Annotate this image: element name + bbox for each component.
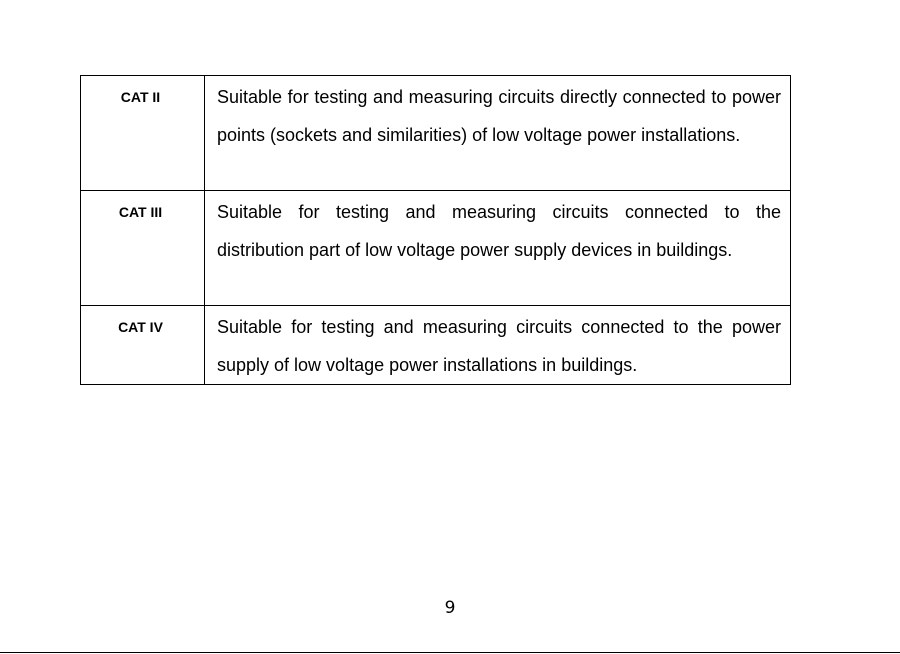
category-description: Suitable for testing and measuring circuits connected to the distribution part of low voltage power supply devices in buildings. xyxy=(205,191,791,306)
page-number: 9 xyxy=(444,598,456,618)
category-label: CAT II xyxy=(81,76,205,191)
measurement-category-table xyxy=(80,75,791,385)
table-row xyxy=(81,306,791,385)
category-description: Suitable for testing and measuring circuits directly connected to power points (sockets and similarities) of low voltage power installations. xyxy=(205,76,791,191)
bottom-divider xyxy=(0,652,900,653)
table-row xyxy=(81,76,791,191)
category-label: CAT III xyxy=(81,191,205,306)
category-label: CAT IV xyxy=(81,306,205,385)
category-description: Suitable for testing and measuring circuits connected to the power supply of low voltage power installations in buildings. xyxy=(205,306,791,385)
table-row xyxy=(81,191,791,306)
